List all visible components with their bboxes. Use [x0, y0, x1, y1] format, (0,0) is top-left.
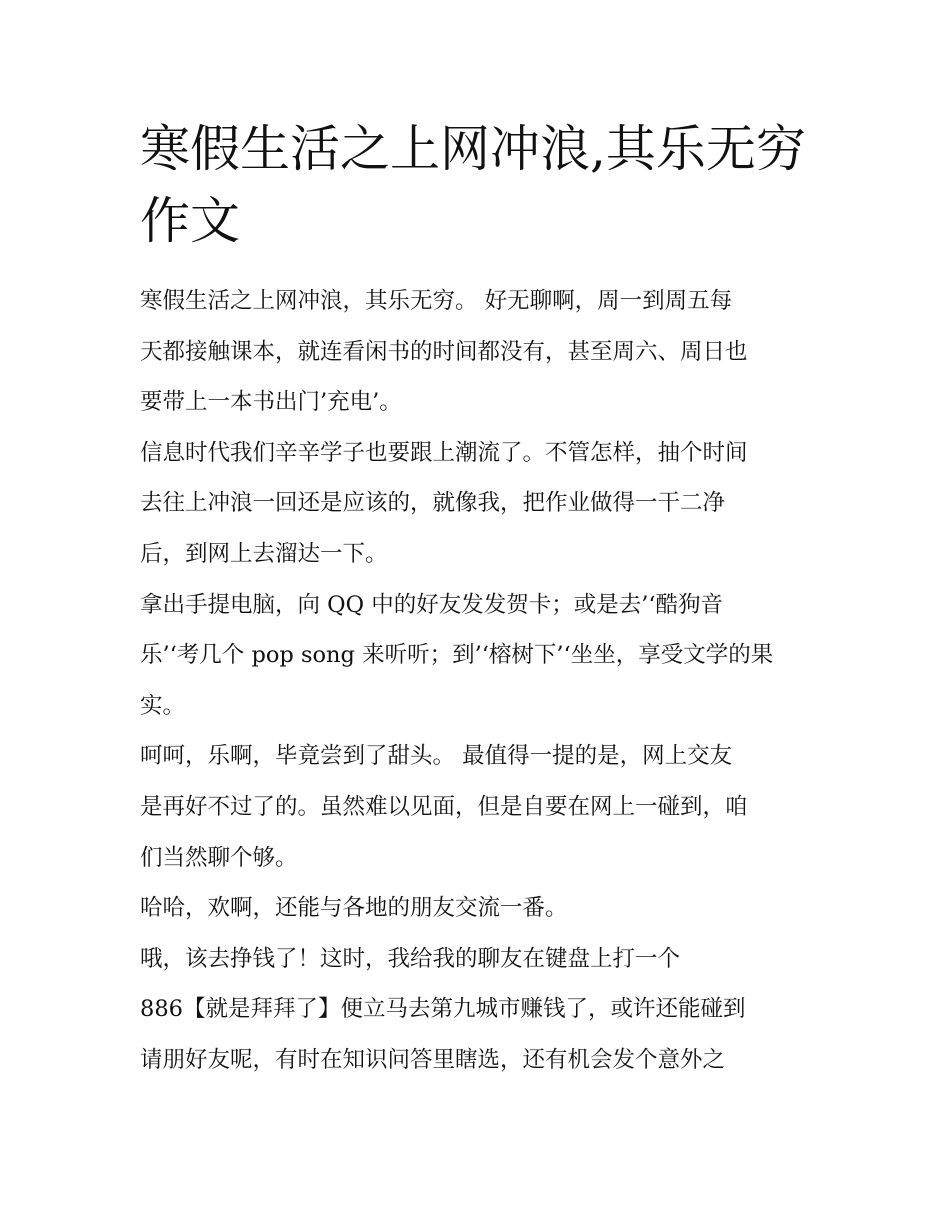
- title-line: 寒假生活之上网冲浪,其乐无穷: [140, 120, 806, 178]
- text-line: 是再好不过了的。虽然难以见面，但是自要在网上一碰到，咱: [140, 793, 748, 820]
- paragraph: [140, 276, 820, 428]
- text-line: 实。: [140, 692, 186, 719]
- text-line: 乐’‘考几个 pop song 来听听；到’‘榕树下’‘坐坐，享受文学的果: [140, 642, 774, 669]
- paragraph: [140, 883, 820, 934]
- text-line: 哈哈，欢啊，还能与各地的朋友交流一番。: [140, 895, 568, 922]
- text-line: 要带上一本书出门’充电’。: [140, 389, 402, 416]
- text-line: 后，到网上去溜达一下。: [140, 540, 388, 567]
- text-line: 寒假生活之上网冲浪，其乐无穷。 好无聊啊，周一到周五每: [140, 288, 733, 314]
- paragraph: [140, 731, 820, 883]
- paragraph: [140, 428, 820, 580]
- text-line: 信息时代我们辛辛学子也要跟上潮流了。不管怎样，抽个时间: [140, 439, 748, 466]
- text-line: 们当然聊个够。: [140, 844, 298, 871]
- paragraph: [140, 580, 820, 732]
- text-line: 哦，该去挣钱了！这时，我给我的聊友在键盘上打一个: [140, 945, 681, 972]
- document-body: [140, 276, 820, 1086]
- paragraph: [140, 934, 820, 1086]
- title-line: 作文: [140, 192, 240, 250]
- text-line: 天都接触课本，就连看闲书的时间都没有，甚至周六、周日也: [140, 338, 748, 365]
- text-line: 呵呵，乐啊，毕竟尝到了甜头。 最值得一提的是，网上交友: [140, 743, 733, 770]
- text-line: 请朋好友呢，有时在知识问答里瞎选，还有机会发个意外之: [140, 1046, 726, 1073]
- text-line: 拿出手提电脑，向 QQ 中的好友发发贺卡；或是去’‘酷狗音: [140, 591, 724, 618]
- document-title: [140, 113, 820, 257]
- text-line: 去往上冲浪一回还是应该的，就像我，把作业做得一干二净: [140, 490, 726, 517]
- text-line: 886【就是拜拜了】便立马去第九城市赚钱了，或许还能碰到: [140, 996, 746, 1023]
